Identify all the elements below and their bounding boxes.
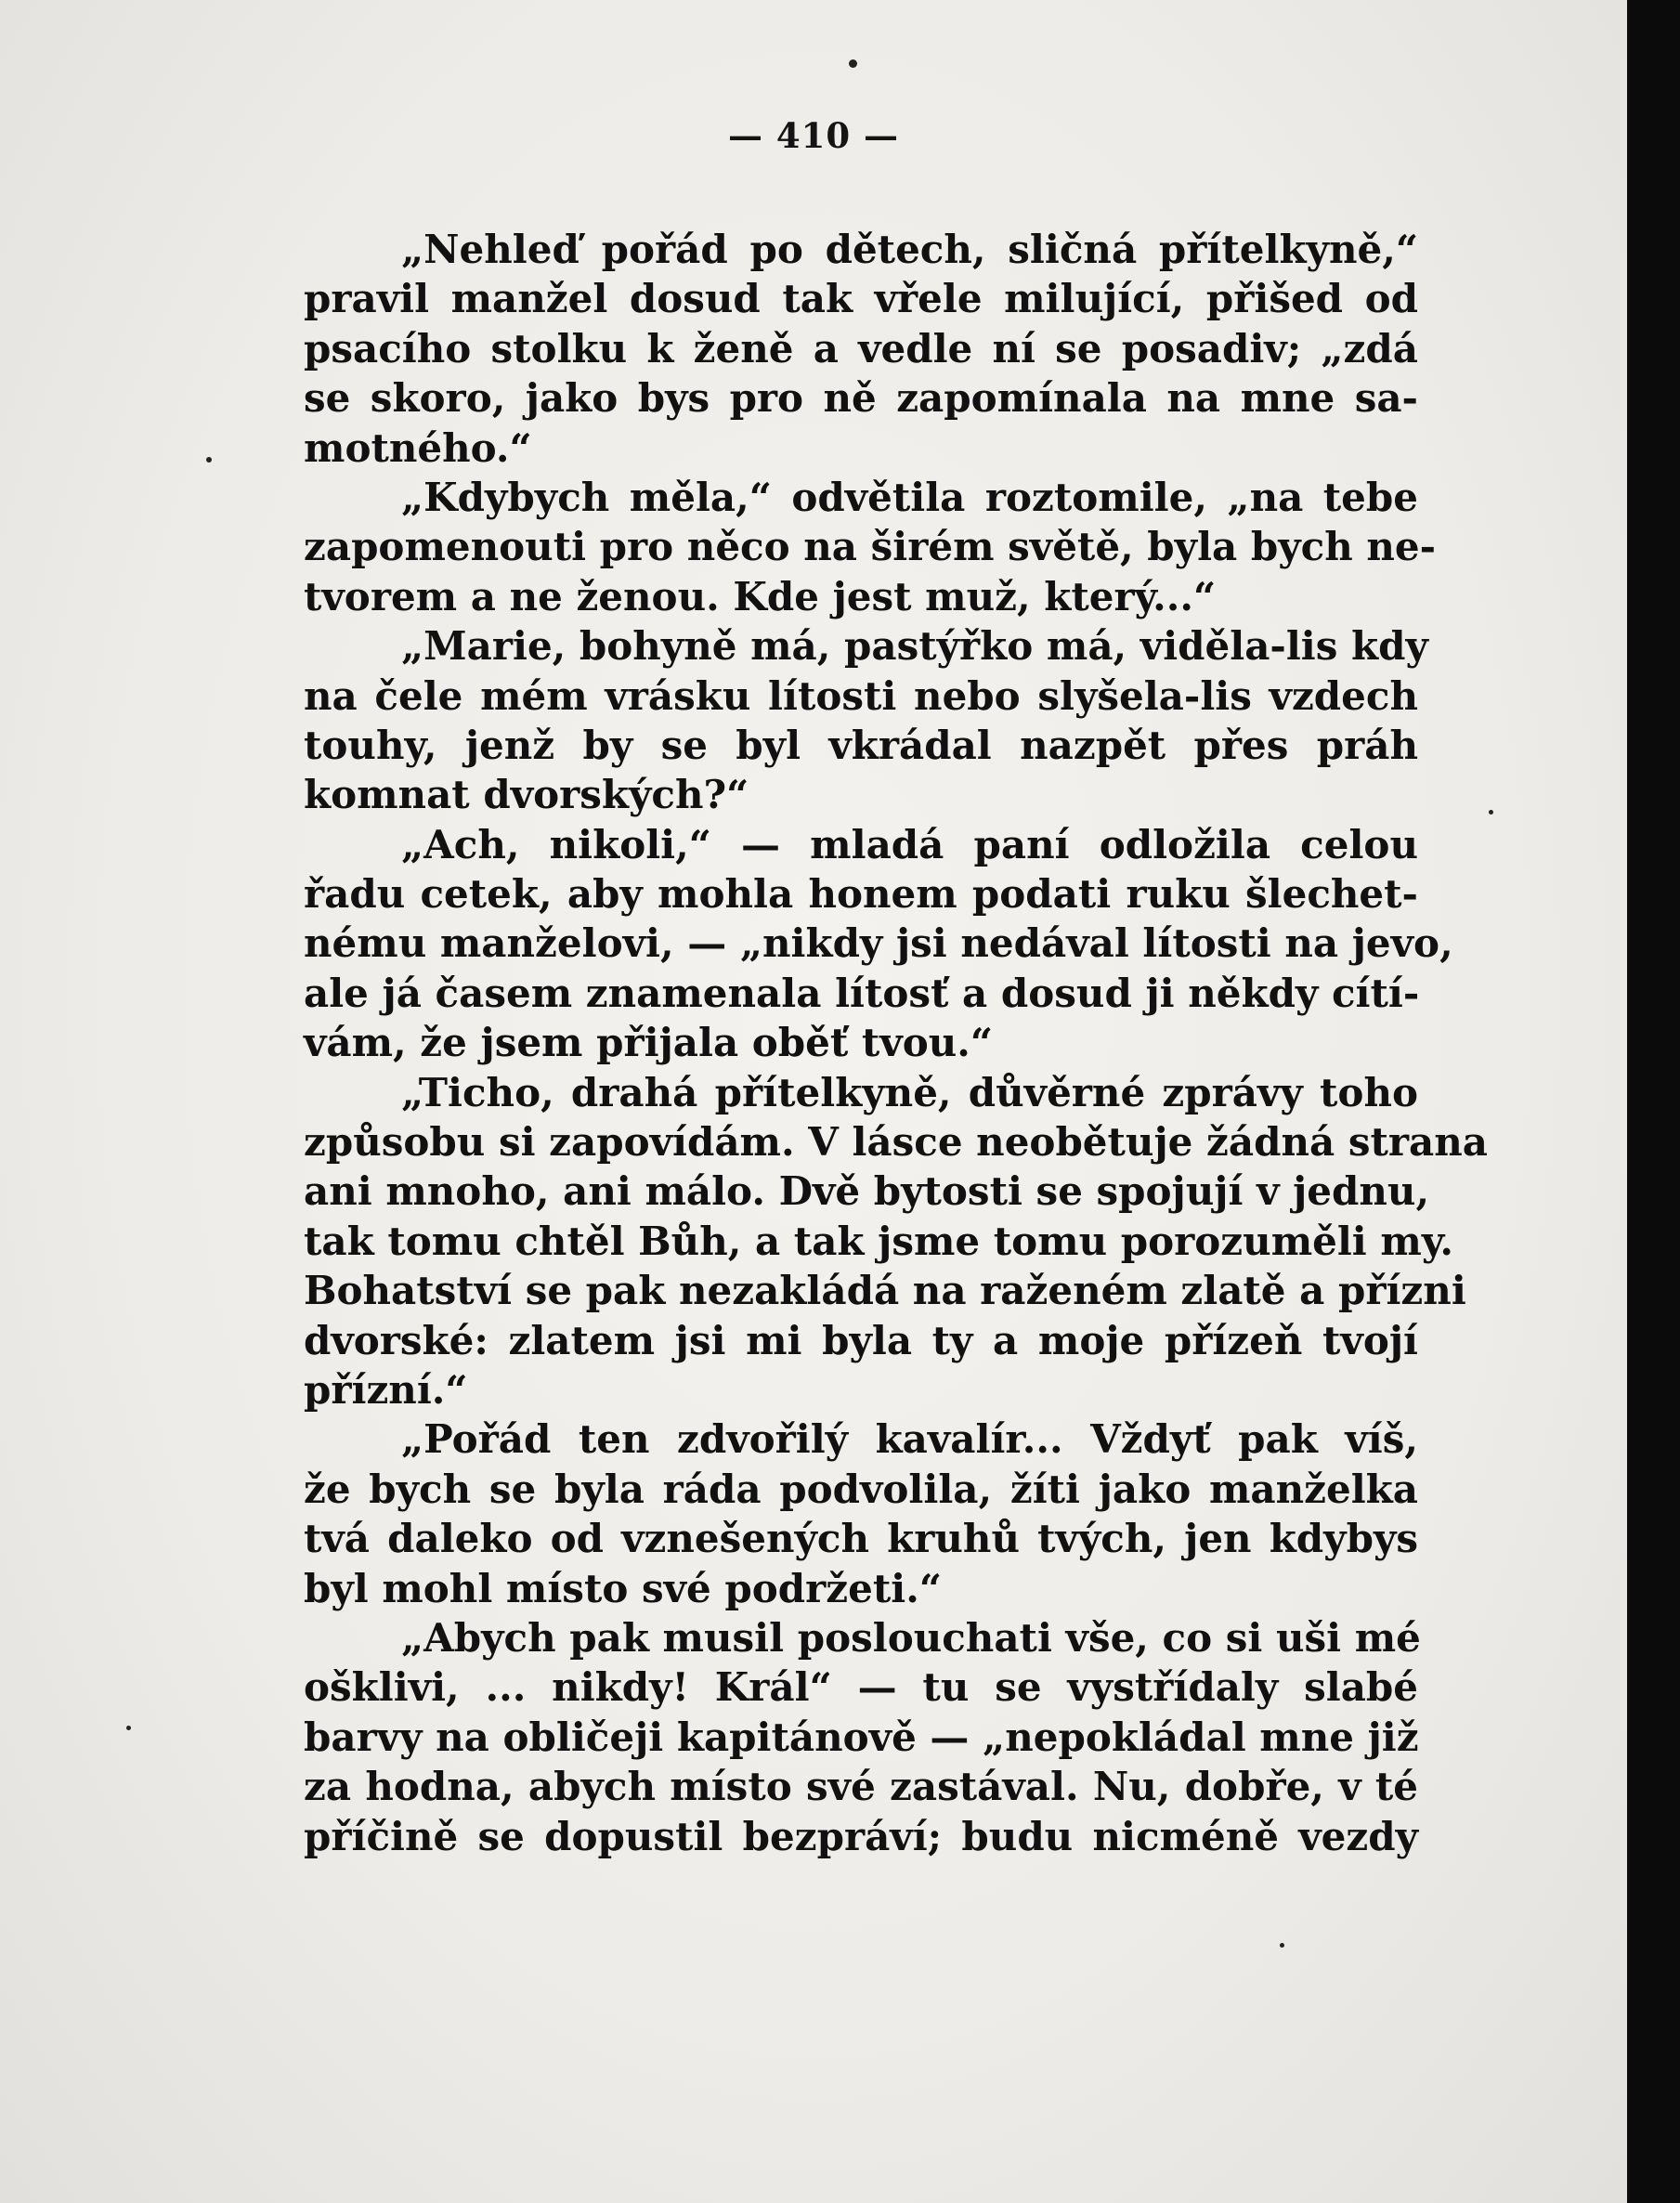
text-line: řadu cetek, aby mohla honem podati ruku šlechet-	[304, 871, 1418, 918]
text-line: za hodna, abych místo své zastával. Nu, dobře, v té	[304, 1764, 1418, 1810]
text-line: přízní.“	[304, 1366, 468, 1413]
print-speck	[126, 1726, 131, 1730]
text-line: ale já časem znamenala lítosť a dosud ji někdy cítí-	[304, 970, 1420, 1016]
text-line: způsobu si zapovídám. V lásce neobětuje žádná strana	[304, 1119, 1488, 1166]
text-line: „Nehleď pořád po dětech, sličná přítelkyně,“	[401, 227, 1418, 272]
print-speck	[1489, 810, 1493, 815]
text-line: „Marie, bohyně má, pastýřko má, viděla-lis kdy	[401, 623, 1428, 670]
print-speck	[1280, 1943, 1284, 1948]
text-line: motného.“	[304, 424, 532, 471]
text-line: komnat dvorských?“	[304, 772, 749, 818]
text-line: psacího stolku k ženě a vedle ní se posadiv; „zdá	[304, 325, 1418, 372]
text-line: ani mnoho, ani málo. Dvě bytosti se spojují v jednu,	[304, 1168, 1430, 1215]
text-line: ošklivi, ... nikdy! Král“ — tu se vystřídaly slabé	[304, 1664, 1418, 1711]
text-line: příčině se dopustil bezpráví; budu nicméně vezdy	[304, 1813, 1418, 1859]
text-line: „Ach, nikoli,“ — mladá paní odložila celou	[401, 821, 1418, 867]
text-line: zapomenouti pro něco na širém světě, byla bych ne-	[304, 524, 1437, 570]
text-line: tvá daleko od vznešených kruhů tvých, jen kdybys	[304, 1516, 1418, 1562]
text-line: „Abych pak musil poslouchati vše, co si uši mé	[401, 1614, 1421, 1661]
text-line: touhy, jenž by se byl vkrádal nazpět přes práh	[304, 722, 1418, 768]
text-line: „Ticho, drahá přítelkyně, důvěrné zprávy toho	[401, 1069, 1418, 1115]
text-line: dvorské: zlatem jsi mi byla ty a moje přízeň tvojí	[304, 1317, 1418, 1363]
text-line: barvy na obličeji kapitánově — „nepokládal mne již	[304, 1714, 1419, 1760]
page-number: — 410 —	[728, 115, 899, 156]
text-line: „Pořád ten zdvořilý kavalír... Vždyť pak víš,	[401, 1416, 1418, 1463]
body-text	[304, 225, 1488, 1861]
text-line: že bych se byla ráda podvolila, žíti jako manželka	[304, 1466, 1418, 1512]
text-line: na čele mém vrásku lítosti nebo slyšela-lis vzdech	[304, 672, 1418, 719]
print-speck	[849, 59, 857, 68]
text-line: vám, že jsem přijala oběť tvou.“	[304, 1020, 994, 1066]
text-line: „Kdybych měla,“ odvětila roztomile, „na tebe	[401, 474, 1418, 520]
print-speck	[206, 457, 212, 463]
text-line: se skoro, jako bys pro ně zapomínala na mne sa-	[304, 375, 1418, 422]
text-line: Bohatství se pak nezakládá na raženém zlatě a přízni	[304, 1268, 1466, 1314]
text-line: pravil manžel dosud tak vřele milující, přišed od	[304, 276, 1418, 322]
text-line: nému manželovi, — „nikdy jsi nedával lítosti na jevo,	[304, 920, 1453, 967]
text-line: byl mohl místo své podržeti.“	[304, 1565, 942, 1611]
text-line: tak tomu chtěl Bůh, a tak jsme tomu porozuměli my.	[304, 1218, 1454, 1264]
text-line: tvorem a ne ženou. Kde jest muž, který...“	[304, 573, 1217, 619]
